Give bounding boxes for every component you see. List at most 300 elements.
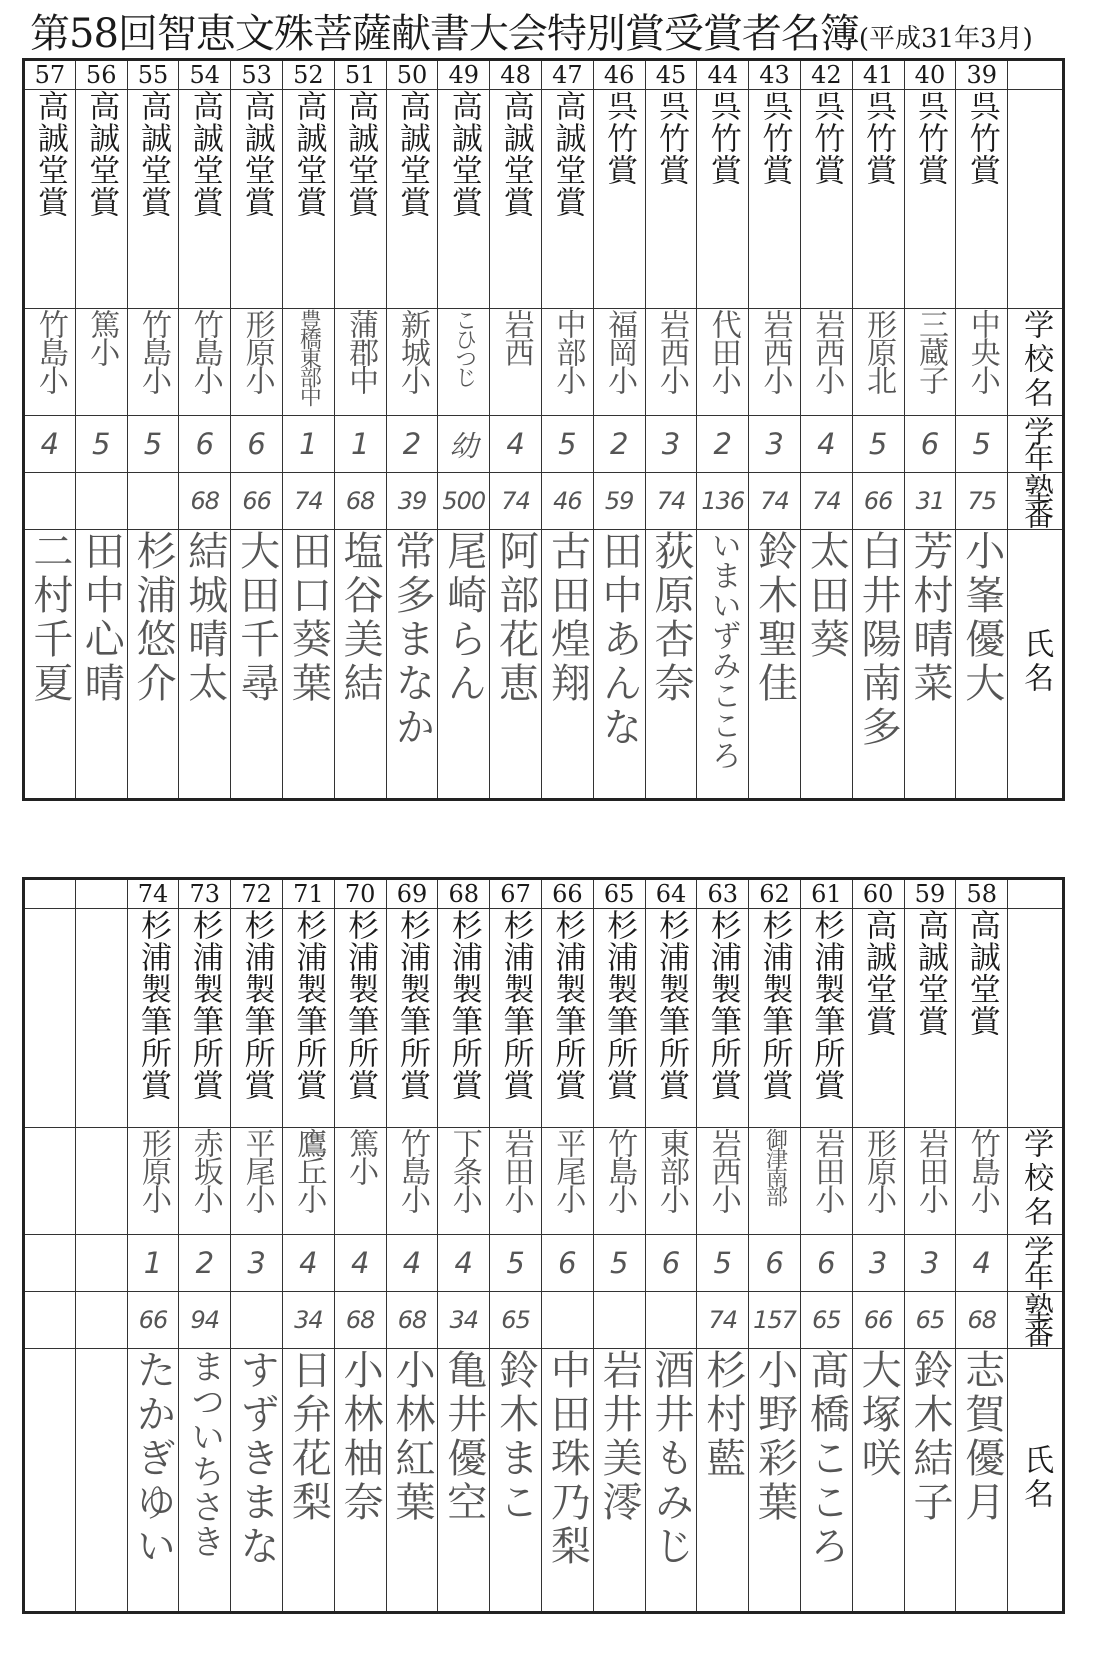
school-name [800,1128,852,1235]
school-name-text: 蒲郡中 [343,309,379,393]
student-name-text: 荻原杏奈 [647,530,694,706]
bottom_table-row-school [24,1128,1064,1235]
student-name-text: 結城晴太 [181,530,228,706]
entry-number: 59 [904,879,956,909]
award-name [541,909,593,1128]
grade-value: 4 [334,1235,386,1292]
label-school [1008,1128,1064,1235]
award-name [438,909,490,1128]
school-name [231,309,283,416]
label-school-text: 学校名 [1018,309,1054,411]
grade-value: 6 [645,1235,697,1292]
school-name-text: 御津南部 [762,1128,788,1204]
student-name-text: たかぎゆい [129,1349,176,1569]
school-name-text: 福岡小 [602,309,638,393]
label-cram [1008,473,1064,530]
school-name-text: 東部小 [653,1128,689,1212]
award-name-text: 杉浦製筆所賞 [134,909,171,1101]
grade-value: 3 [231,1235,283,1292]
cram-number: 74 [697,1292,749,1349]
award-name-text: 杉浦製筆所賞 [393,909,430,1101]
school-name-text: 三蔵子 [912,309,948,393]
cram-number: 75 [956,473,1008,530]
entry-number: 65 [593,879,645,909]
award-name [541,90,593,309]
school-name-text: 平尾小 [550,1128,586,1212]
label-cram-text: 塾番 [1018,1292,1054,1344]
student-name-text: 小野彩葉 [751,1349,798,1525]
school-name [645,309,697,416]
top-roster-table [22,58,1065,801]
entry-number: 48 [490,60,542,90]
label-name [1008,530,1064,800]
cram-number: 34 [282,1292,334,1349]
cram-number: 500 [438,473,490,530]
student-name [904,530,956,800]
grade-value [75,1235,127,1292]
award-name [852,909,904,1128]
entry-number: 43 [749,60,801,90]
label-empty [1008,90,1064,309]
school-name [438,309,490,416]
student-name-text: 小林柚奈 [337,1349,384,1525]
student-name-text: 古田煌翔 [544,530,591,706]
school-name [179,309,231,416]
award-name-text: 高誠堂賞 [238,90,275,218]
entry-number: 47 [541,60,593,90]
entry-number: 56 [75,60,127,90]
entry-number: 42 [800,60,852,90]
entry-number: 51 [334,60,386,90]
grade-value: 4 [800,416,852,473]
school-name [749,309,801,416]
school-name-text: 竹島小 [187,309,223,393]
award-name [904,909,956,1128]
award-name-text: 杉浦製筆所賞 [445,909,482,1101]
student-name [438,1349,490,1613]
award-name [231,90,283,309]
student-name-text: 日弁花梨 [285,1349,332,1525]
student-name-text: まついちさき [184,1349,225,1559]
award-name-text: 高誠堂賞 [186,90,223,218]
school-name-text: 岩西小 [653,309,689,393]
grade-value: 2 [386,416,438,473]
award-name-text: 杉浦製筆所賞 [808,909,845,1101]
award-name-text: 高誠堂賞 [860,909,897,1037]
cram-number: 68 [386,1292,438,1349]
label-name-text: 氏名 [1018,1444,1054,1512]
cram-number [231,1292,283,1349]
school-name-text: 豊橋東部中 [296,309,322,404]
top_table-row-grade [24,416,1064,473]
award-name [852,90,904,309]
school-name-text: 代田小 [705,309,741,393]
label-cram [1008,1292,1064,1349]
award-name [24,909,76,1128]
student-name-text: 尾崎らん [440,530,487,706]
award-name [904,90,956,309]
student-name-text: 杉浦悠介 [129,530,176,706]
cram-number: 74 [282,473,334,530]
bottom_table-row-name [24,1349,1064,1613]
school-name [749,1128,801,1235]
school-name-text: こひつじ [451,309,477,385]
cram-number: 94 [179,1292,231,1349]
student-name-text: 田中心晴 [78,530,125,706]
student-name [490,530,542,800]
award-name [127,909,179,1128]
award-name-text: 杉浦製筆所賞 [704,909,741,1101]
title-main: 第58回智恵文殊菩薩献書大会特別賞受賞者名簿 [30,11,859,57]
grade-value: 5 [593,1235,645,1292]
grade-value: 3 [852,1235,904,1292]
student-name-text: 田口葵葉 [285,530,332,706]
grade-value: 幼 [438,416,490,473]
grade-value: 1 [127,1235,179,1292]
entry-number: 55 [127,60,179,90]
grade-value: 4 [282,1235,334,1292]
grade-value: 5 [697,1235,749,1292]
cram-number: 66 [852,1292,904,1349]
school-name [24,309,76,416]
student-name [282,530,334,800]
school-name [438,1128,490,1235]
student-name-text: いまいずみこころ [705,530,741,770]
entry-number: 60 [852,879,904,909]
entry-number: 72 [231,879,283,909]
grade-value [24,1235,76,1292]
school-name [593,1128,645,1235]
award-name [282,90,334,309]
school-name-text: 竹島小 [602,1128,638,1212]
label-grade-text: 学年 [1018,1235,1054,1287]
top_table-row-school [24,309,1064,416]
cram-number: 39 [386,473,438,530]
award-name-text: 呉竹賞 [704,90,741,186]
award-name [490,909,542,1128]
cram-number: 65 [490,1292,542,1349]
top_table-row-no [24,60,1064,90]
entry-number: 41 [852,60,904,90]
entry-number: 58 [956,879,1008,909]
entry-number: 45 [645,60,697,90]
student-name [127,1349,179,1613]
award-name [697,90,749,309]
award-name-text: 高誠堂賞 [31,90,68,218]
student-name-text: 鈴木聖佳 [751,530,798,706]
school-name [334,309,386,416]
cram-number: 74 [800,473,852,530]
award-name [127,90,179,309]
student-name [127,530,179,800]
school-name [127,309,179,416]
award-name [697,909,749,1128]
school-name-text: 竹島小 [135,309,171,393]
cram-number: 46 [541,473,593,530]
student-name [697,1349,749,1613]
award-name [956,909,1008,1128]
award-name-text: 杉浦製筆所賞 [238,909,275,1101]
student-name [438,530,490,800]
award-name-text: 高誠堂賞 [911,909,948,1037]
student-name-text: 太田葵 [803,530,850,662]
cram-number: 74 [490,473,542,530]
award-name-text: 呉竹賞 [601,90,638,186]
entry-number: 71 [282,879,334,909]
student-name-text: 小林紅葉 [388,1349,435,1525]
grade-value: 4 [24,416,76,473]
cram-number: 65 [904,1292,956,1349]
cram-number: 74 [749,473,801,530]
student-name-text: 大塚咲 [855,1349,902,1481]
entry-number: 73 [179,879,231,909]
cram-number: 68 [334,1292,386,1349]
cram-number: 65 [800,1292,852,1349]
award-name [490,90,542,309]
entry-number: 64 [645,879,697,909]
cram-number [645,1292,697,1349]
cram-number: 68 [334,473,386,530]
award-name [386,90,438,309]
award-name-text: 呉竹賞 [652,90,689,186]
school-name [75,309,127,416]
school-name [904,1128,956,1235]
grade-value: 5 [127,416,179,473]
grade-value: 3 [749,416,801,473]
school-name [282,309,334,416]
cram-number: 68 [956,1292,1008,1349]
award-name [645,90,697,309]
student-name [282,1349,334,1613]
school-name-text: 赤坂小 [187,1128,223,1212]
school-name [904,309,956,416]
entry-number: 62 [749,879,801,909]
school-name-text: 岩西小 [705,1128,741,1212]
grade-value: 3 [645,416,697,473]
school-name [179,1128,231,1235]
cram-number [24,473,76,530]
student-name-text: 白井陽南多 [855,530,902,750]
school-name [541,309,593,416]
cram-number: 59 [593,473,645,530]
student-name [334,530,386,800]
top_table-row-name [24,530,1064,800]
award-name [645,909,697,1128]
entry-number: 49 [438,60,490,90]
school-name-text: 岩田小 [912,1128,948,1212]
student-name [24,530,76,800]
label-empty [1008,879,1064,909]
student-name-text: 中田珠乃梨 [544,1349,591,1569]
school-name-text: 岩田小 [809,1128,845,1212]
cram-number [593,1292,645,1349]
label-name-text: 氏名 [1018,628,1054,696]
label-grade [1008,1235,1064,1292]
award-name [800,909,852,1128]
school-name [956,1128,1008,1235]
school-name-text: 鷹丘小 [291,1128,327,1212]
student-name [75,1349,127,1613]
label-grade-text: 学年 [1018,416,1054,468]
label-empty [1008,60,1064,90]
entry-number: 54 [179,60,231,90]
school-name-text: 竹島小 [32,309,68,393]
award-name-text: 杉浦製筆所賞 [756,909,793,1101]
student-name-text: 大田千尋 [233,530,280,706]
award-name-text: 呉竹賞 [756,90,793,186]
grade-value: 6 [800,1235,852,1292]
student-name-text: 鈴木結子 [906,1349,953,1525]
award-name-text: 杉浦製筆所賞 [342,909,379,1101]
student-name-text: 阿部花恵 [492,530,539,706]
label-school-text: 学校名 [1018,1128,1054,1230]
student-name [386,530,438,800]
school-name [75,1128,127,1235]
award-name-text: 呉竹賞 [911,90,948,186]
award-name-text: 高誠堂賞 [393,90,430,218]
school-name-text: 形原小 [861,1128,897,1212]
grade-value: 6 [904,416,956,473]
award-name [334,90,386,309]
entry-number: 57 [24,60,76,90]
student-name [179,530,231,800]
bottom_table-row-cram [24,1292,1064,1349]
label-empty [1008,909,1064,1128]
entry-number: 66 [541,879,593,909]
grade-value: 6 [179,416,231,473]
award-name [24,90,76,309]
student-name-text: 髙橋こころ [803,1349,850,1569]
title-date: (平成31年3月) [858,24,1033,54]
award-name-text: 高誠堂賞 [342,90,379,218]
entry-number: 52 [282,60,334,90]
entry-number: 67 [490,879,542,909]
award-name-text: 杉浦製筆所賞 [497,909,534,1101]
school-name-text: 新城小 [394,309,430,393]
cram-number [541,1292,593,1349]
award-name [749,909,801,1128]
top_table-row-award [24,90,1064,309]
grade-value: 5 [852,416,904,473]
student-name [179,1349,231,1613]
label-cram-text: 塾番 [1018,473,1054,525]
entry-number: 69 [386,879,438,909]
cram-number [127,473,179,530]
award-name-text: 高誠堂賞 [83,90,120,218]
entry-number [75,879,127,909]
label-school [1008,309,1064,416]
entry-number: 63 [697,879,749,909]
school-name-text: 竹島小 [394,1128,430,1212]
award-name [179,909,231,1128]
student-name [645,1349,697,1613]
school-name-text: 形原小 [239,309,275,393]
grade-value: 4 [386,1235,438,1292]
award-name-text: 高誠堂賞 [497,90,534,218]
award-name-text: 杉浦製筆所賞 [549,909,586,1101]
school-name-text: 平尾小 [239,1128,275,1212]
grade-value: 3 [904,1235,956,1292]
cram-number: 74 [645,473,697,530]
student-name-text: 常多まなか [388,530,435,750]
student-name [24,1349,76,1613]
entry-number: 44 [697,60,749,90]
award-name [386,909,438,1128]
entry-number: 39 [956,60,1008,90]
label-name [1008,1349,1064,1613]
student-name [231,530,283,800]
student-name [541,1349,593,1613]
entry-number: 61 [800,879,852,909]
school-name [490,309,542,416]
student-name-text: 亀井優空 [440,1349,487,1525]
school-name [956,309,1008,416]
grade-value: 5 [541,416,593,473]
school-name [386,309,438,416]
award-name [179,90,231,309]
cram-number: 66 [852,473,904,530]
entry-number: 46 [593,60,645,90]
entry-number: 70 [334,879,386,909]
school-name-text: 岩西小 [757,309,793,393]
grade-value: 5 [75,416,127,473]
label-grade [1008,416,1064,473]
grade-value: 1 [334,416,386,473]
student-name [541,530,593,800]
student-name-text: 酒井もみじ [647,1349,694,1569]
school-name [852,309,904,416]
student-name-text: すずきまな [233,1349,280,1569]
grade-value: 5 [490,1235,542,1292]
grade-value: 1 [282,416,334,473]
award-name-text: 杉浦製筆所賞 [186,909,223,1101]
award-name-text: 高誠堂賞 [445,90,482,218]
bottom_table-row-grade [24,1235,1064,1292]
top_table-row-cram [24,473,1064,530]
grade-value: 6 [231,416,283,473]
award-name-text: 高誠堂賞 [134,90,171,218]
school-name [697,309,749,416]
school-name-text: 下条小 [446,1128,482,1212]
award-name [956,90,1008,309]
award-name-text: 高誠堂賞 [963,909,1000,1037]
award-name-text: 杉浦製筆所賞 [601,909,638,1101]
student-name [593,530,645,800]
cram-number [24,1292,76,1349]
student-name [75,530,127,800]
student-name [904,1349,956,1613]
award-name [75,909,127,1128]
award-name-text: 高誠堂賞 [549,90,586,218]
entry-number: 53 [231,60,283,90]
student-name-text: 岩井美澪 [596,1349,643,1525]
grade-value: 6 [749,1235,801,1292]
award-name [231,909,283,1128]
grade-value: 6 [541,1235,593,1292]
award-name [800,90,852,309]
school-name [490,1128,542,1235]
student-name [749,530,801,800]
student-name [490,1349,542,1613]
school-name [852,1128,904,1235]
school-name [386,1128,438,1235]
school-name [334,1128,386,1235]
award-name [438,90,490,309]
student-name [852,1349,904,1613]
student-name [800,530,852,800]
school-name-text: 篤小 [343,1128,379,1184]
school-name [231,1128,283,1235]
